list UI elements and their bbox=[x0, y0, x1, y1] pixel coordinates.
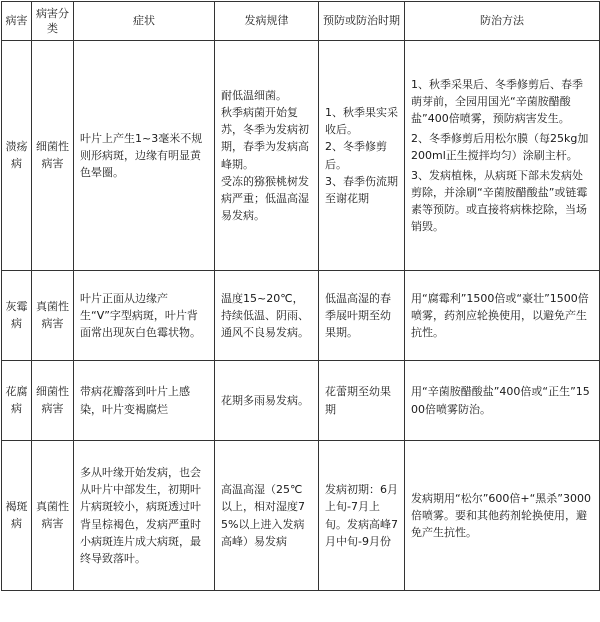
table-row bbox=[2, 271, 600, 361]
period-line: 3、春季伤流期至谢花期 bbox=[325, 174, 398, 205]
method-cell: 发病期用“松尔”600倍+“黑杀”3000倍喷雾。要和其他药剂轮换使用，避免产生抗性。 bbox=[405, 441, 600, 591]
header-disease: 病害 bbox=[2, 2, 32, 41]
pattern-cell: 花期多雨易发病。 bbox=[215, 361, 319, 441]
period-cell: 低温高湿的春季展叶期至幼果期。 bbox=[319, 271, 405, 361]
disease-category: 真菌性病害 bbox=[32, 271, 74, 361]
header-row bbox=[2, 2, 600, 41]
disease-name: 溃疡病 bbox=[2, 41, 32, 271]
period-cell: 花蕾期至幼果期 bbox=[319, 361, 405, 441]
disease-name: 褐斑病 bbox=[2, 441, 32, 591]
pattern-cell: 温度15~20℃，持续低温、阴雨、通风不良易发病。 bbox=[215, 271, 319, 361]
pattern-line: 受冻的猕猴桃树发病严重；低温高湿易发病。 bbox=[221, 174, 309, 222]
disease-control-table bbox=[1, 1, 600, 591]
table-row bbox=[2, 441, 600, 591]
method-cell: 用“腐霉利”1500倍或“豪壮”1500倍喷雾，药剂应轮换使用，以避免产生抗性。 bbox=[405, 271, 600, 361]
pattern-cell: 高温高湿（25℃以上，相对湿度75%以上进入发病高峰）易发病 bbox=[215, 441, 319, 591]
pattern-line: 秋季病菌开始复苏，冬季为发病初期，春季为发病高峰期。 bbox=[221, 106, 309, 171]
period-line: 2、冬季修剪后。 bbox=[325, 140, 387, 171]
disease-category: 细菌性病害 bbox=[32, 41, 74, 271]
symptoms-cell: 叶片正面从边缘产生“V”字型病斑，叶片背面常出现灰白色霉状物。 bbox=[74, 271, 215, 361]
header-category: 病害分类 bbox=[32, 2, 74, 41]
table-row bbox=[2, 361, 600, 441]
disease-name: 花腐病 bbox=[2, 361, 32, 441]
method-cell bbox=[405, 41, 600, 271]
period-cell: 发病初期：6月上旬-7月上旬。发病高峰7月中旬-9月份 bbox=[319, 441, 405, 591]
header-period: 预防或防治时期 bbox=[319, 2, 405, 41]
header-pattern: 发病规律 bbox=[215, 2, 319, 41]
symptoms-cell: 带病花瓣落到叶片上感染，叶片变褐腐烂 bbox=[74, 361, 215, 441]
pattern-line: 耐低温细菌。 bbox=[221, 89, 287, 103]
period-cell bbox=[319, 41, 405, 271]
method-cell: 用“辛菌胺醋酸盐”400倍或“正生”1500倍喷雾防治。 bbox=[405, 361, 600, 441]
method-line: 3、发病植株，从病斑下部未发病处剪除，并涂刷“辛菌胺醋酸盐”或链霉素等预防。或直接将病株挖除，当场销毁。 bbox=[411, 169, 588, 234]
header-symptoms: 症状 bbox=[74, 2, 215, 41]
method-line: 1、秋季采果后、冬季修剪后、春季萌芽前，全园用国光“辛菌胺醋酸盐”400倍喷雾，预防病害发生。 bbox=[411, 77, 583, 125]
symptoms-cell: 叶片上产生1~3毫米不规则形病斑，边缘有明显黄色晕圈。 bbox=[74, 41, 215, 271]
pattern-cell bbox=[215, 41, 319, 271]
period-line: 1、秋季果实采收后。 bbox=[325, 106, 398, 137]
disease-category: 细菌性病害 bbox=[32, 361, 74, 441]
header-method: 防治方法 bbox=[405, 2, 600, 41]
disease-category: 真菌性病害 bbox=[32, 441, 74, 591]
disease-name: 灰霉病 bbox=[2, 271, 32, 361]
symptoms-cell: 多从叶缘开始发病，也会从叶片中部发生，初期叶片病斑较小，病斑透过叶背呈棕褐色，发病严重时小病斑连片成大病斑，最终导致落叶。 bbox=[74, 441, 215, 591]
table-row bbox=[2, 41, 600, 271]
method-line: 2、冬季修剪后用松尔膜（每25kg加200ml正生搅拌均匀）涂刷主杆。 bbox=[411, 131, 589, 162]
